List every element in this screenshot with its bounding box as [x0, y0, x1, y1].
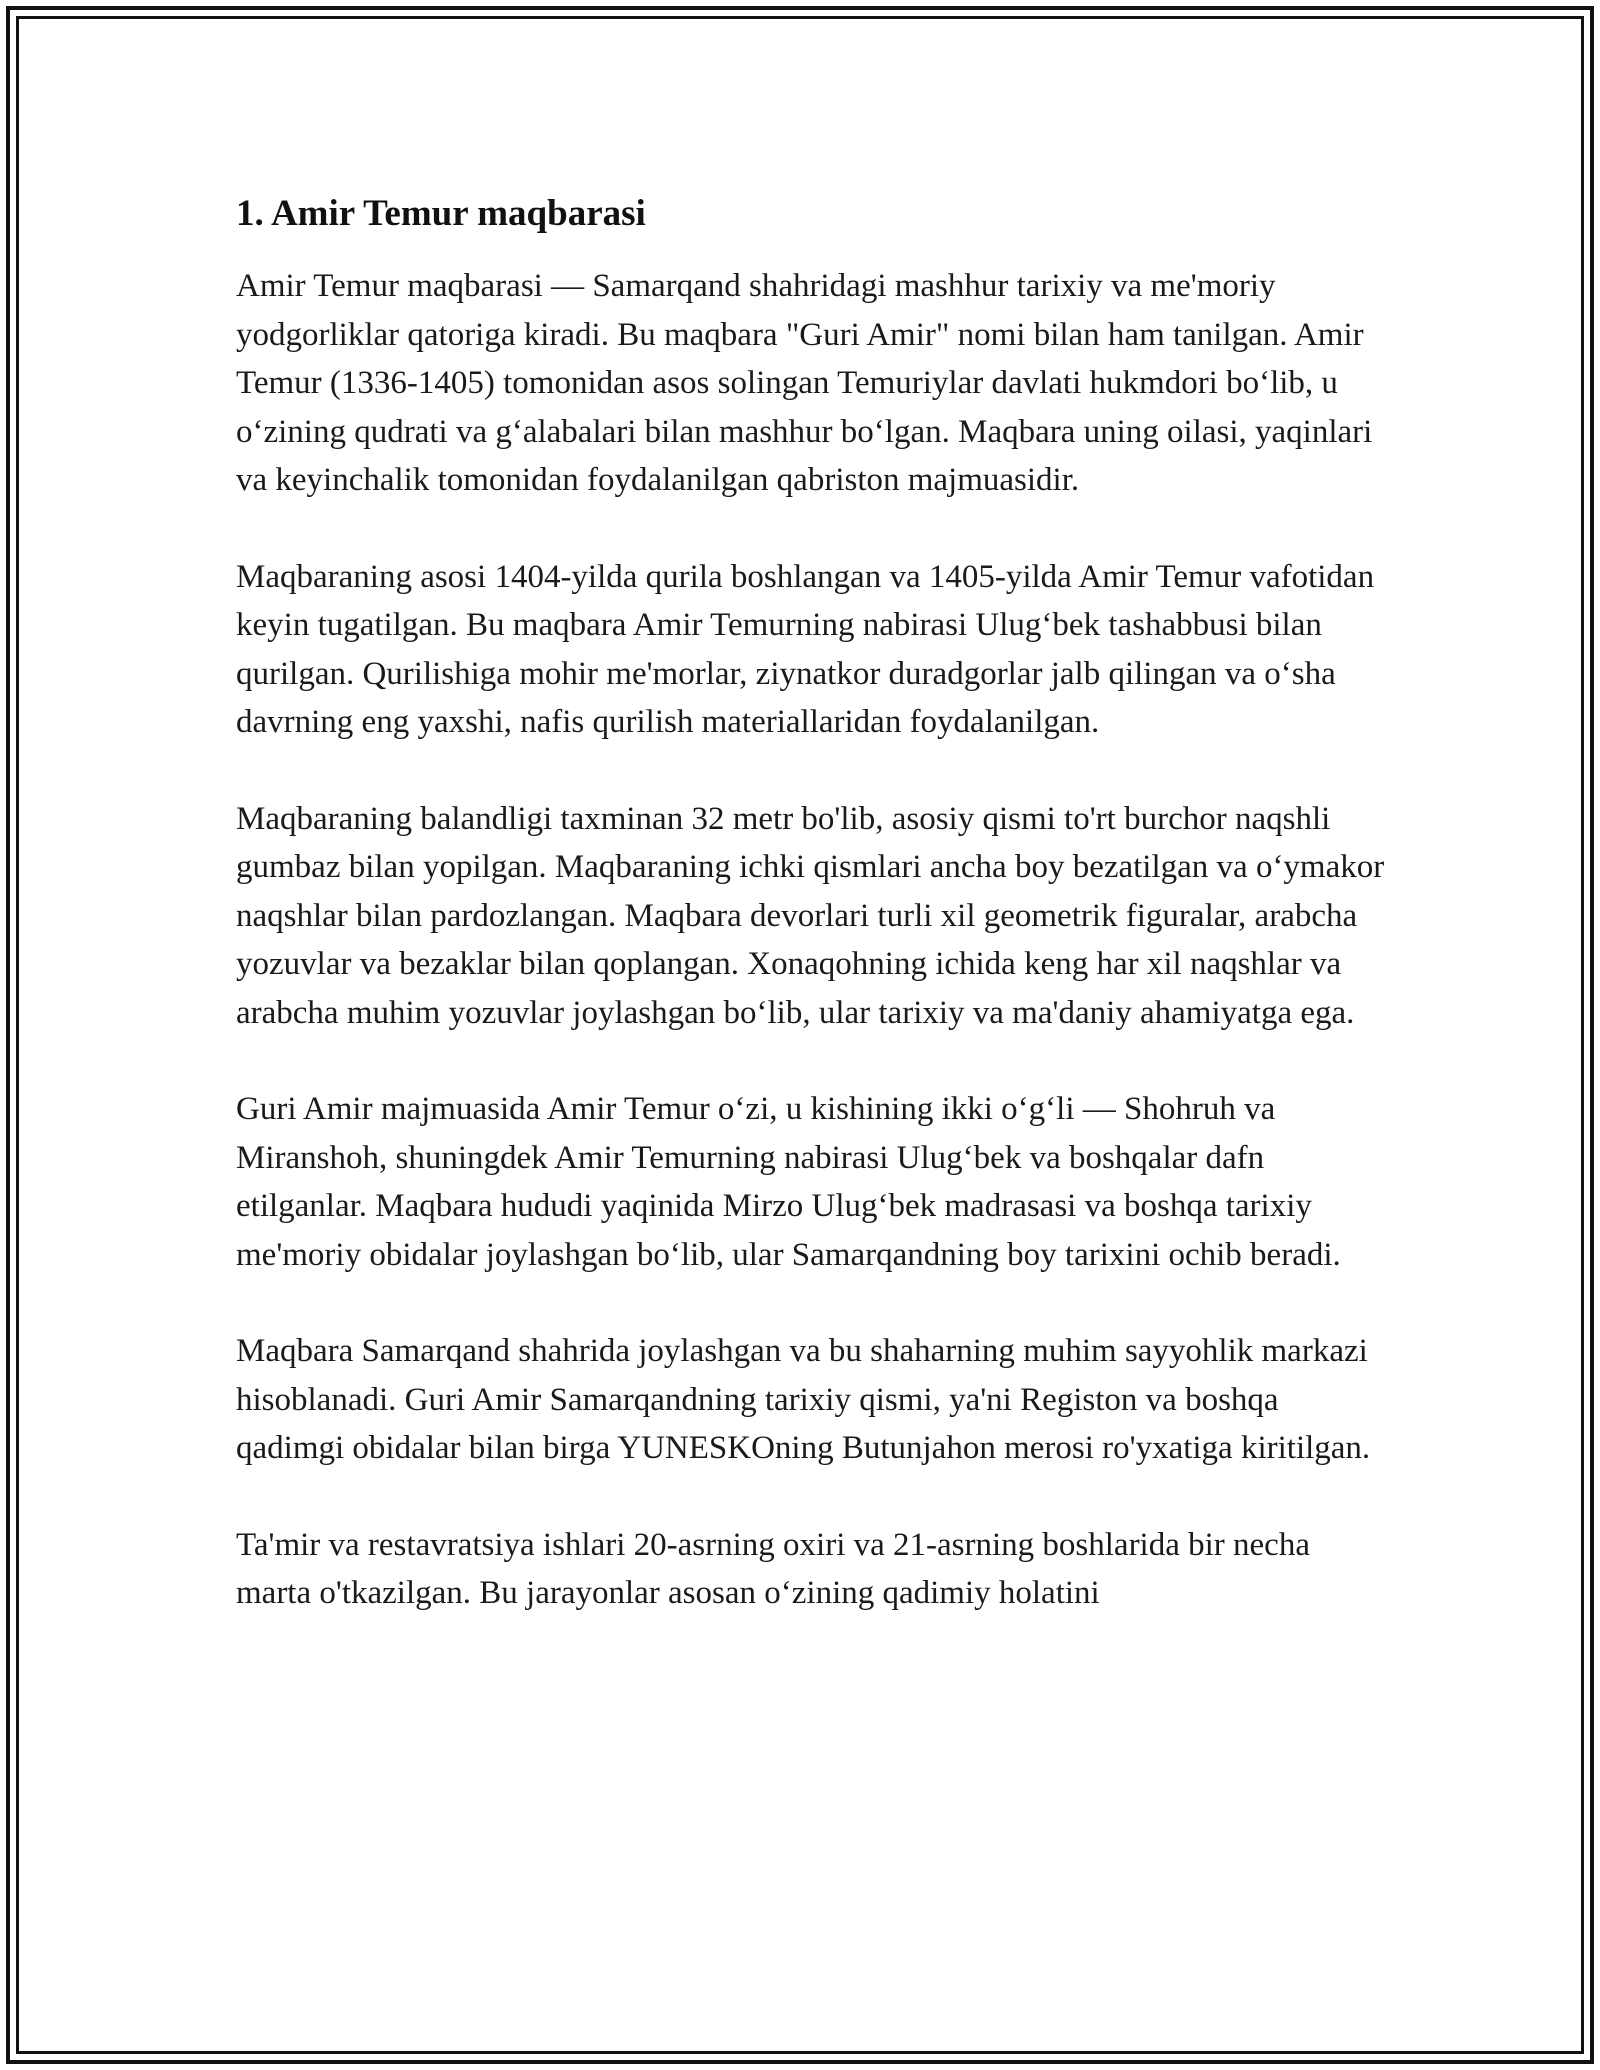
paragraph-architecture: Maqbaraning balandligi taxminan 32 metr bo'lib, asosiy qismi to'rt burchor naqshli gumbaz bilan yopilgan. Maqbaraning ichki qismlari ancha boy bezatilgan va o‘ymakor naqshlar bilan pardozlangan. Maqbara devorlari turli xil geometrik figuralar, arabcha yozuvlar va bezaklar bilan qoplangan. Xonaqohning ichida keng har xil naqshlar va arabcha muhim yozuvlar joylashgan bo‘lib, ular tarixiy va ma'daniy ahamiyatga ega.	[236, 800, 1385, 1031]
paragraph-construction: Maqbaraning asosi 1404-yilda qurila boshlangan va 1405-yilda Amir Temur vafotidan keyin tugatilgan. Bu maqbara Amir Temurning nabirasi Ulug‘bek tashabbusi bilan qurilgan. Qurilishiga mohir me'morlar, ziynatkor duradgorlar jalb qilingan va o‘sha davrning eng yaxshi, nafis qurilish materiallaridan foydalanilgan.	[236, 558, 1375, 740]
paragraph-tourism: Maqbara Samarqand shahrida joylashgan va bu shaharning muhim sayyohlik markazi hisoblanadi. Guri Amir Samarqandning tarixiy qismi, ya'ni Registon va boshqa qadimgi obidalar bilan birga YUNESKOning Butunjahon merosi ro'yxatiga kiritilgan.	[236, 1333, 1371, 1466]
paragraph-intro: Amir Temur maqbarasi — Samarqand shahridagi mashhur tarixiy va me'moriy yodgorliklar qatoriga kiradi. Bu maqbara "Guri Amir" nomi bilan ham tanilgan. Amir Temur (1336-1405) tomonidan asos solingan Temuriylar davlati hukmdori bo‘lib, u o‘zining qudrati va g‘alabalari bilan mashhur bo‘lgan. Maqbara uning oilasi, yaqinlari va keyinchalik tomonidan foydalanilgan qabriston majmuasidir.	[236, 268, 1373, 498]
paragraph-burials: Guri Amir majmuasida Amir Temur o‘zi, u kishining ikki o‘g‘li — Shohruh va Miranshoh, shuningdek Amir Temurning nabirasi Ulug‘bek va boshqalar dafn etilganlar. Maqbara hududi yaqinida Mirzo Ulug‘bek madrasasi va boshqa tarixiy me'moriy obidalar joylashgan bo‘lib, ular Samarqandning boy tarixini ochib beradi.	[236, 1091, 1341, 1273]
document-body	[236, 188, 1386, 1618]
paragraph-restoration: Ta'mir va restavratsiya ishlari 20-asrning oxiri va 21-asrning boshlarida bir necha marta o'tkazilgan. Bu jarayonlar asosan o‘zining qadimiy holatini	[236, 1526, 1310, 1611]
section-heading: 1. Amir Temur maqbarasi	[236, 193, 646, 234]
